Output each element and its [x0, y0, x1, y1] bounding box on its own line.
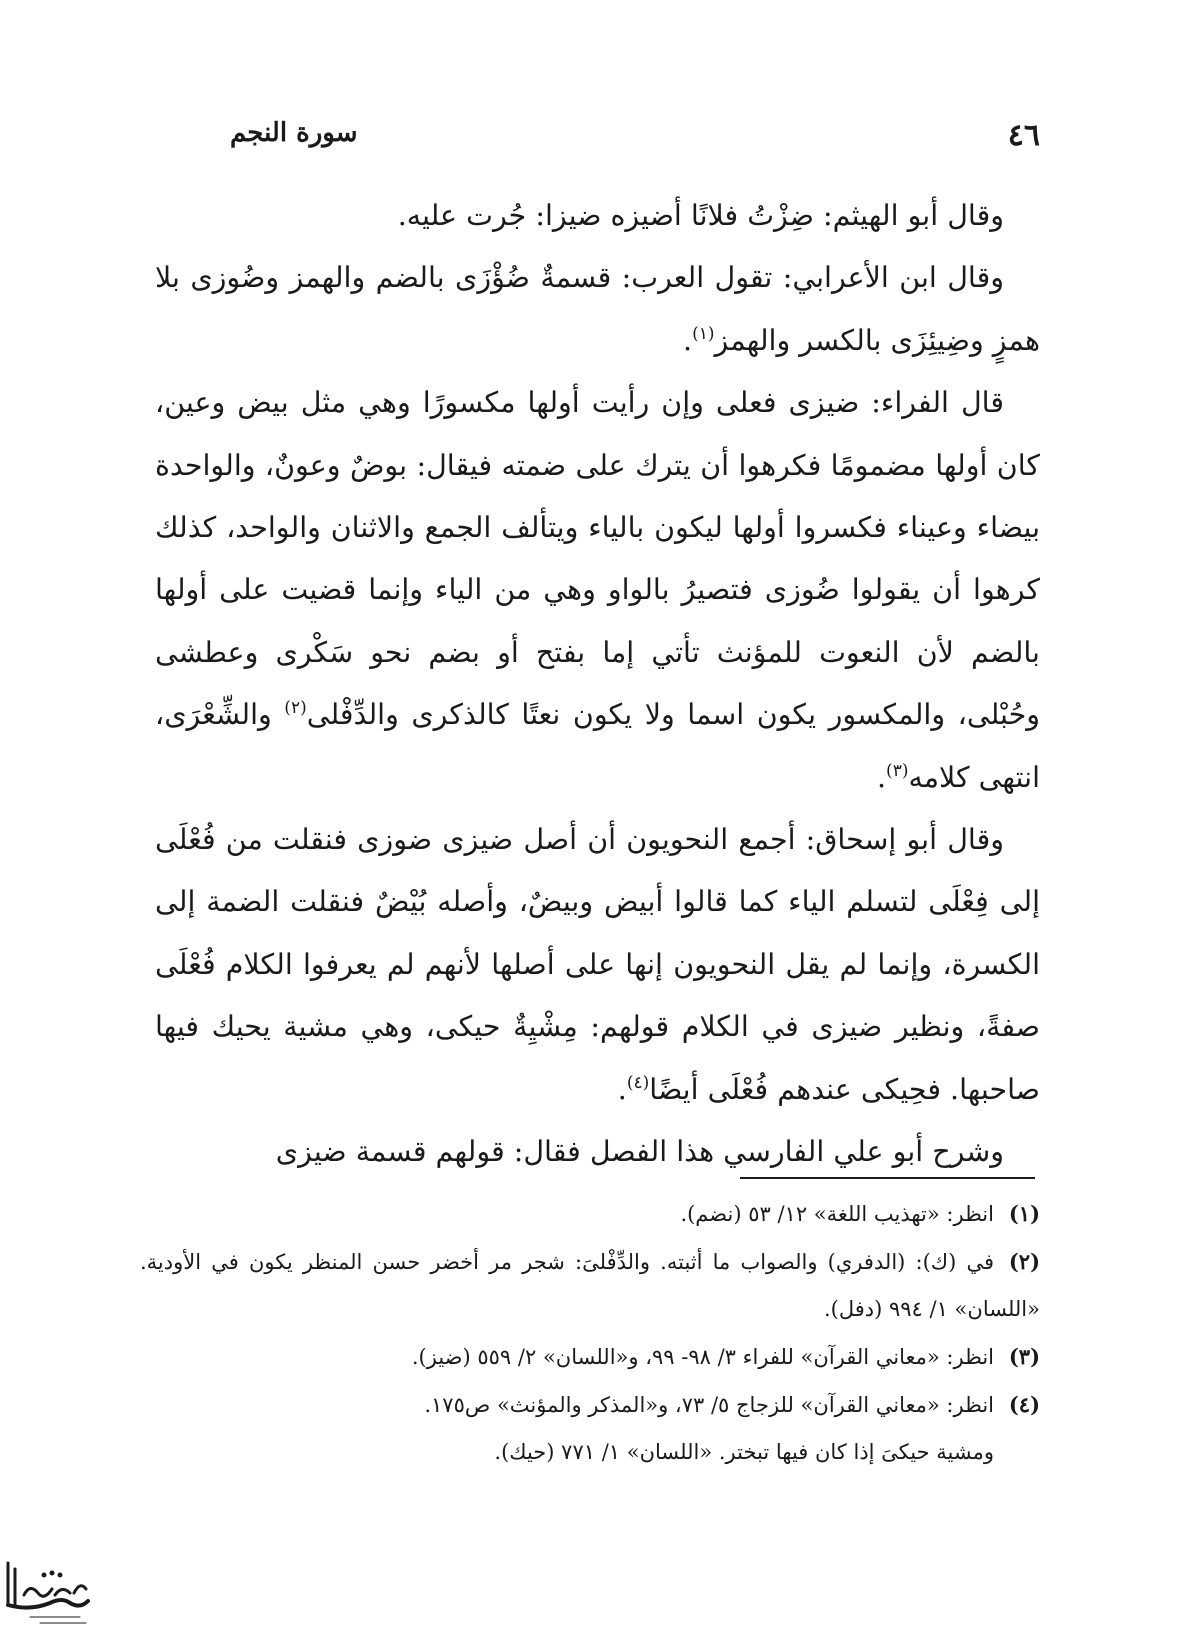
- running-title: سورة النجم: [230, 118, 358, 148]
- paragraph-3-text-b: والشِّعْرَى، انتهى كلامه: [155, 698, 1040, 794]
- paragraph-3: [155, 372, 1040, 809]
- footnote-ref-3: (٣): [886, 760, 909, 781]
- paragraph-3-end: .: [876, 760, 887, 794]
- footnote-separator: [740, 1177, 1035, 1179]
- footnote-text: في (ك): (الدفري) والصواب ما أثبته. والدِّفْلىَ: شجر مر أخضر حسن المنظر يكون في الأودية. «اللسان» ١/ ٩٩٤ (دفل).: [140, 1250, 1040, 1321]
- footnote-number: (٢): [1008, 1249, 1040, 1274]
- footnote-4-continuation: ومشية حيكىَ إذا كان فيها تبختر. «اللسان» ١/ ٧٧١ (حيك).: [494, 1440, 994, 1464]
- footnote-3: [140, 1333, 1040, 1381]
- footnotes: [140, 1190, 1040, 1476]
- page-header: [170, 118, 1040, 158]
- paragraph-4: [155, 809, 1040, 1121]
- footnote-text: انظر: «تهذيب اللغة» ١٢/ ٥٣ (نضم).: [680, 1202, 994, 1226]
- footnote-number: (١): [1008, 1201, 1040, 1226]
- footnote-2: [140, 1238, 1040, 1333]
- logo-icon: [0, 1545, 95, 1645]
- paragraph-5: وشرح أبو علي الفارسي هذا الفصل فقال: قولهم قسمة ضيزى: [275, 1135, 1004, 1169]
- page-number: ٤٦: [1007, 118, 1040, 153]
- paragraph-2-end: .: [683, 323, 693, 357]
- paragraph-4-end: .: [617, 1072, 627, 1106]
- footnote-4: [140, 1381, 1040, 1429]
- paragraph-3-text: قال الفراء: ضيزى فعلى وإن رأيت أولها مكسورًا وهي مثل بيض وعين، كان أولها مضمومًا فكرهوا أن يترك على ضمته فيقال: بوضٌ وعونٌ، والواحدة بيضاء وعيناء فكسروا أولها ليكون بالياء ويتألف الجمع والاثنان والواحد، كذلك كرهوا أن يقولوا ضُوزى فتصيرُ بالواو وهي من الياء وإنما قضيت على أولها بالضم لأن النعوت للمؤنث تأتي إما بفتح أو بضم نحو سَكْرى وعطشى وحُبْلى، والمكسور يكون اسما ولا يكون نعتًا كالذكرى والدِّفْلى: [155, 386, 1040, 732]
- calligraphy-logo: [0, 1545, 95, 1645]
- paragraph-4-text: وقال أبو إسحاق: أجمع النحويون أن أصل ضيزى ضوزى فنقلت من فُعْلَى إلى فِعْلَى لتسلم الياء كما قالوا أبيض وبيضٌ، وأصله بُيْضٌ فنقلت الضمة إلى الكسرة، وإنما لم يقل النحويون إنها على أصلها لأنهم لم يعرفوا الكلام فُعْلَى صفةً، ونظير ضيزى في الكلام قولهم: مِشْيِةٌ حيكى، وهي مشية يحيك فيها صاحبها. فحِيكى عندهم فُعْلَى أيضًا: [155, 823, 1040, 1106]
- footnote-text: انظر: «معاني القرآن» للزجاج ٥/ ٧٣، و«المذكر والمؤنث» ص١٧٥.: [424, 1393, 994, 1417]
- footnote-number: (٤): [1008, 1392, 1040, 1417]
- footnote-1: [140, 1190, 1040, 1238]
- footnote-text: انظر: «معاني القرآن» للفراء ٣/ ٩٨- ٩٩، و«اللسان» ٢/ ٥٥٩ (ضيز).: [411, 1345, 994, 1369]
- main-text: [155, 185, 1040, 1184]
- footnote-ref-2: (٢): [284, 698, 307, 719]
- paragraph-2-text: وقال ابن الأعرابي: تقول العرب: قسمةٌ ضُؤْزَى بالضم والهمز وضُوزى بلا همزٍ وضِيئِزَى بالكسر والهمز: [155, 261, 1040, 357]
- paragraph-2: [155, 247, 1040, 372]
- footnote-number: (٣): [1008, 1344, 1040, 1369]
- paragraph-1: وقال أبو الهيثم: ضِزْتُ فلانًا أضيزه ضيزا: جُرت عليه.: [397, 199, 1004, 232]
- footnote-ref-1: (١): [692, 323, 715, 344]
- footnote-ref-4: (٤): [626, 1072, 650, 1093]
